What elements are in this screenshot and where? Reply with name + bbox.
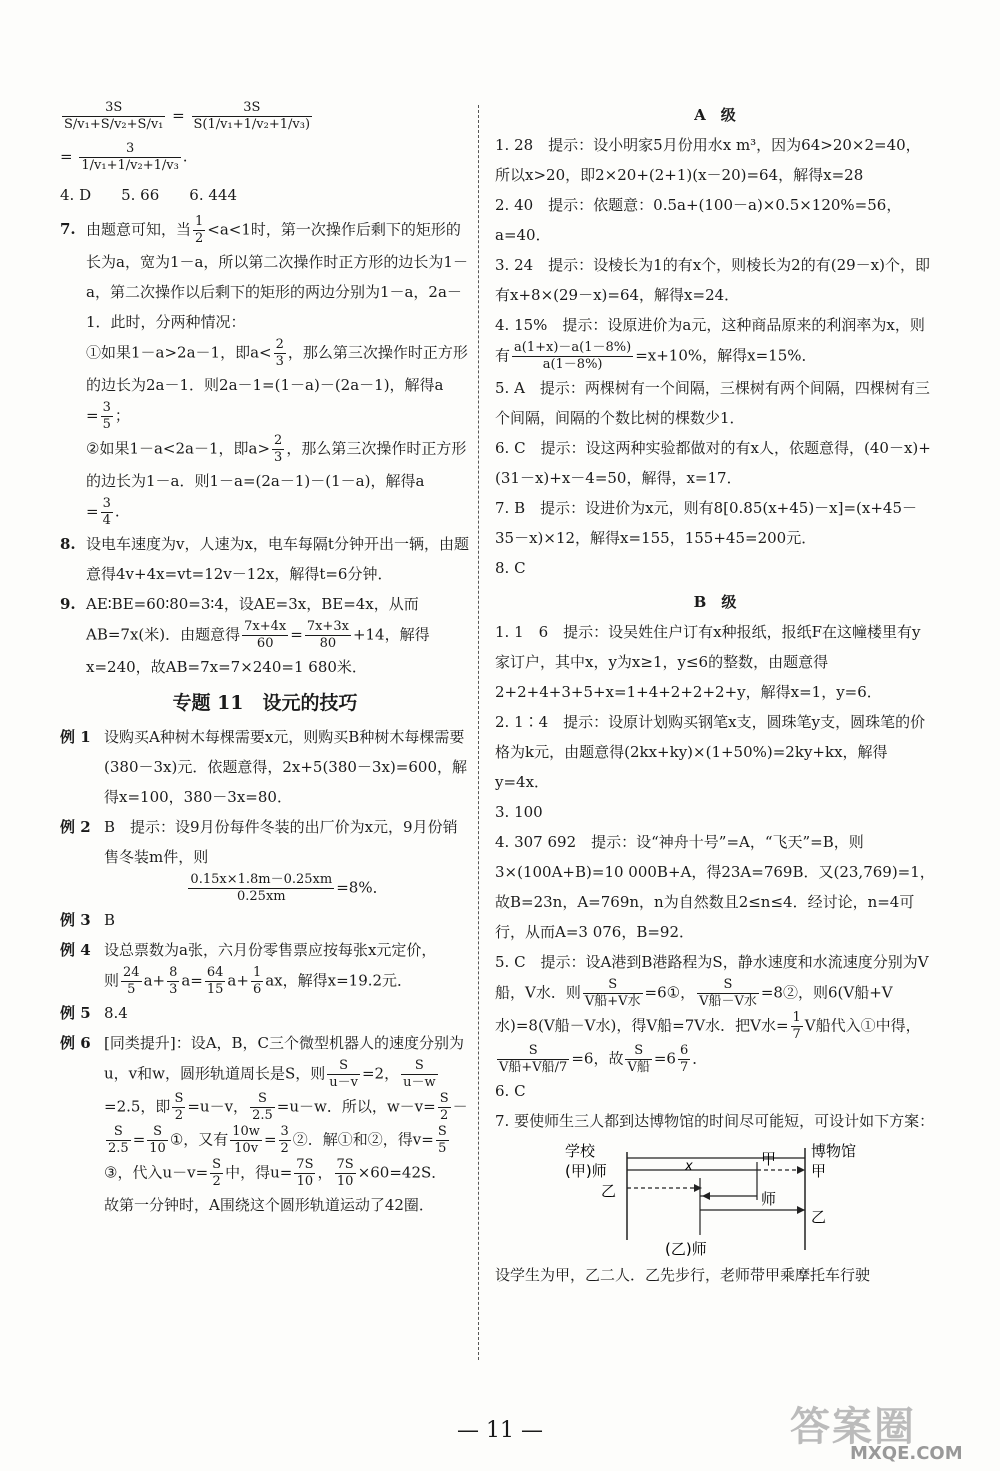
- answer-9: 9. AE∶BE=60∶80=3∶4，设AE=3x，BE=4x，从而AB=7x(米)．由题意得 $\frac{7x+4x}{60}$ = $\frac{7x+3x}{80}$ +14，解得x=240，故AB=7x=7×240=1 680米．: [60, 595, 430, 676]
- a-answer-7: 7. B 提示：设进价为x元，则有8[0.85(x+45)－x]=(x+45－35－x)×12，解得x=155，155+45=200元．: [495, 499, 918, 547]
- example-6: 例 6 [同类提升]：设A，B，C三个微型机器人的速度分别为u，v和w，圆形轨道周长是S，则 $\frac{S}{u-v}$ =2， $\frac{S}{u-w}$ =2.5，即 $\frac{S}{2}$ =u－v， $\frac{S}{2.5}$ =u－w．所以，w－v= $\frac{S}{2}$ － $\frac{S}{2.5}$ = $\frac{S}{10}$ ①，又有 $\frac{10w}{10v}$ = $\frac{3}{2}$ ②．解①和②，得v= $\frac{S}{5}$ ③，代入u－v= $\frac{S}{2}$ 中，得u= $\frac{7S}{10}$ ， $\frac{7S}{10}$ ×60=42S． 故第一分钟时，A围绕这个圆形轨道运动了42圈．: [60, 1034, 468, 1214]
- answer-7: 7. 由题意可知，当 $\frac{1}{2}$ <a<1时，第一次操作后剩下的矩形的长为a，宽为1－a，所以第二次操作时正方形的边长为1－a，第二次操作以后剩下的矩形的两边分别为1－a，2a－1．此时，分两种情况： ①如果1－a>2a－1，即a< $\frac{2}{3}$ ，那么第三次操作时正方形的边长为2a－1．则2a－1=(1－a)－(2a－1)，解得a = $\frac{3}{5}$ ； ②如果1－a<2a－1，即a> $\frac{2}{3}$ ，那么第三次操作时正方形的边长为1－a．则1－a=(2a－1)－(1－a)，解得a = $\frac{3}{4}$ .: [60, 214, 468, 528]
- fraction: $\frac{3S}{\text{S(1/v₁+1/v₂+1/v₃)}}$: [193, 100, 311, 132]
- page-number: — 11 —: [457, 1418, 543, 1443]
- b-answer-6: 6. C: [495, 1082, 526, 1100]
- column-divider: [478, 105, 479, 1360]
- label-school: 学校: [565, 1142, 596, 1160]
- label-museum: 博物馆: [811, 1142, 857, 1160]
- a-answer-4: 4. 15% 提示：设原进价为a元，这种商品原来的利润率为x，则有 $\frac{a(1+x)-a(1-8\%)}{a(1-8\%)}$ =x+10%，解得x=15%．: [495, 316, 925, 372]
- example-1: 例 1 设购买A种树木每棵需要x元，则购买B种树木每棵需要(380－3x)元．依题意得，2x+5(380－3x)=600，解得x=100，380－3x=80．: [60, 728, 467, 806]
- answers-4-6: 4. D 5. 66 6. 444: [60, 186, 237, 204]
- a-answer-1: 1. 28 提示：设小明家5月份用水x m³，因为64>20×2=40，所以x>20，即2×20+(2+1)(x－20)=64，解得x=28: [495, 136, 921, 184]
- a-answer-8: 8. C: [495, 559, 526, 577]
- b-answer-2: 2. 1∶4 提示：设原计划购买钢笔x支，圆珠笔y支，圆珠笔的价格为k元，由题意得(2kx+ky)×(1+50%)=2ky+kx，解得y=4x．: [495, 713, 926, 791]
- b-answer-4: 4. 307 692 提示：设“神舟十号”=A，“飞天”=B，则3×(100A+B)=10 000B+A，得23A=769B．又(23,769)=1，故B=23n，A=769n，n为自然数且2≤n≤4．经讨论，n=4可行，从而A=3 076，B=92．: [495, 833, 935, 941]
- journey-diagram: [565, 1140, 895, 1260]
- a-answer-6: 6. C 提示：设这两种实验都做对的有x人，依题意得，(40－x)+(31－x)+x－4=50，解得，x=17．: [495, 439, 931, 487]
- fraction-line-2: = $\frac{3}{\text{1/v₁+1/v₂+1/v₃}}$ .: [60, 141, 188, 173]
- fraction-line-1: $\frac{3S}{\text{S/v₁+S/v₂+S/v₁}}$ = $\frac{3S}{\text{S(1/v₁+1/v₂+1/v₃)}}$: [64, 100, 311, 132]
- label-shi: 师: [761, 1190, 777, 1208]
- b-answer-7-tail: 设学生为甲，乙二人．乙先步行，老师带甲乘摩托车行驶: [495, 1266, 871, 1284]
- left-column: [60, 100, 470, 1220]
- example-4: 例 4 设总票数为a张，六月份零售票应按每张x元定价， 则 $\frac{24}{5}$ a+ $\frac{8}{3}$ a= $\frac{64}{15}$ a+ $\frac{1}{6}$ ax，解得x=19.2元．: [60, 941, 437, 997]
- fraction: $\frac{3S}{\text{S/v₁+S/v₂+S/v₁}}$: [64, 100, 164, 132]
- level-a-heading: A 级: [694, 106, 736, 124]
- watermark-logo: 答案圈 MXQE.COM: [790, 1404, 963, 1464]
- right-column: [495, 100, 935, 1290]
- example-2: 例 2 B 提示：设9月份每件冬装的出厂价为x元，9月份销售冬装m件，则 $\frac{0.15x\times 1.8m-0.25xm}{0.25xm}$ =8%．: [60, 818, 458, 904]
- example-5: 例 5 8.4: [60, 1004, 128, 1022]
- a-answer-5: 5. A 提示：两棵树有一个间隔，三棵树有两个间隔，四棵树有三个间隔，间隔的个数比树的棵数少1．: [495, 379, 930, 427]
- a-answer-3: 3. 24 提示：设棱长为1的有x个，则棱长为2的有(29－x)个，即有x+8×(29－x)=64，解得x=24．: [495, 256, 930, 304]
- level-b-heading: B 级: [693, 593, 737, 611]
- b-answer-7: 7. 要使师生三人都到达博物馆的时间尽可能短，可设计如下方案：: [495, 1112, 935, 1130]
- label-jia: 甲: [761, 1150, 777, 1168]
- b-answer-1: 1. 1 6 提示：设吴姓住户订有x种报纸，报纸F在这幢楼里有y家订户，其中x，y为x≥1，y≤6的整数，由题意得2+2+4+3+5+x=1+4+2+2+2+y，解得x=1，y=6．: [495, 623, 921, 701]
- example-3: 例 3 B: [60, 911, 116, 929]
- b-answer-3: 3. 100: [495, 803, 543, 821]
- label-x: x: [685, 1159, 693, 1174]
- answer-8: 8. 设电车速度为v，人速为x，电车每隔t分钟开出一辆，由题意得4v+4x=vt=12v－12x，解得t=6分钟．: [60, 535, 469, 583]
- label-jiashi: (甲)师: [565, 1162, 607, 1180]
- label-jia2: 甲: [811, 1162, 827, 1180]
- a-answer-2: 2. 40 提示：依题意：0.5a+(100－a)×0.5×120%=56，a=40．: [495, 196, 902, 244]
- fraction: $\frac{3}{\text{1/v₁+1/v₂+1/v₃}}$: [81, 141, 179, 173]
- section-title: 专题 11 设元的技巧: [172, 692, 358, 714]
- label-yi: 乙: [601, 1182, 617, 1200]
- label-yishi: (乙)师: [665, 1240, 707, 1258]
- b-answer-5: 5. C 提示：设A港到B港路程为S，静水速度和水流速度分别为V船，V水．则 $\frac{S}{\text{V船+V水}}$ =6①， $\frac{S}{\text{V船－V水}}$ =8②，则6(V船+V水)=8(V船－V水)，得V船=7V水．把V水= $\frac{1}{7}$ V船代入①中得， $\frac{S}{\text{V船+V船/7}}$ =6，故 $\frac{S}{\text{V船}}$ =6 $\frac{6}{7}$ ．: [495, 953, 929, 1075]
- label-yi2: 乙: [811, 1208, 827, 1226]
